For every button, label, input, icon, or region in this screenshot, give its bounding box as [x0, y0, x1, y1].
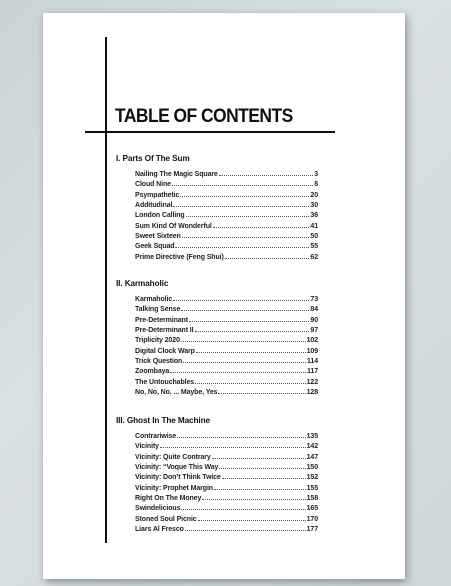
entry-page-number: 90 [310, 316, 318, 324]
entry-page-number: 3 [314, 171, 318, 178]
entry-page-number: 165 [306, 505, 318, 513]
section-heading: I. Parts Of The Sum [116, 154, 190, 163]
entry-title: Cloud Nine [135, 181, 171, 189]
entry-title: Zoombaya [135, 368, 170, 376]
entry-page-number: 73 [310, 296, 318, 303]
toc-section [116, 154, 326, 262]
toc-entry [135, 431, 318, 441]
horizontal-rule [85, 131, 335, 133]
dot-leader [186, 210, 310, 217]
entry-page-number: 122 [306, 378, 318, 386]
entry-page-number: 55 [310, 243, 318, 251]
toc-entry [135, 241, 318, 251]
entry-title: London Calling [135, 212, 185, 220]
toc-entry [135, 483, 318, 493]
book-page [43, 13, 405, 579]
entry-page-number: 109 [306, 347, 318, 355]
entry-title: Sweet Sixteen [135, 233, 181, 241]
section-entries [135, 431, 318, 534]
dot-leader [198, 514, 306, 521]
entry-title: Liars Al Fresco [135, 526, 184, 534]
dot-leader [222, 472, 306, 479]
toc-entry [135, 462, 318, 472]
toc-entry [135, 252, 318, 262]
section-entries [135, 294, 318, 397]
dot-leader [212, 452, 306, 459]
entry-title: Sum Kind Of Wonderful [135, 222, 212, 230]
toc-entry [135, 493, 318, 503]
entry-title: Vicinity: Don’t Think Twice [135, 474, 221, 482]
toc-entry [135, 335, 318, 345]
entry-title: Swindelicious [135, 505, 181, 513]
entry-page-number: 84 [310, 306, 318, 314]
entry-page-number: 97 [310, 327, 318, 335]
entry-title: Vicinity: Quite Contrary [135, 453, 211, 461]
entry-title: Additudinal [135, 202, 173, 210]
toc-entry [135, 514, 318, 524]
entry-page-number: 158 [306, 495, 318, 503]
toc-entry [135, 325, 318, 335]
entry-title: Vicinity: “Voque This Way [135, 464, 219, 472]
section-heading: II. Karmaholic [116, 279, 169, 288]
toc-entry [135, 294, 318, 304]
toc-entry [135, 387, 318, 397]
toc-entry [135, 366, 318, 376]
dot-leader [170, 366, 306, 373]
entry-page-number: 150 [306, 464, 318, 472]
dot-leader [195, 377, 306, 384]
entry-page-number: 177 [306, 526, 318, 534]
entry-title: Triplicity 2020 [135, 337, 180, 345]
entry-title: Pre-Determinant [135, 316, 188, 324]
toc-entry [135, 441, 318, 451]
toc-entry [135, 452, 318, 462]
dot-leader [160, 441, 306, 448]
dot-leader [181, 304, 309, 311]
entry-page-number: 155 [306, 484, 318, 492]
toc-section [116, 416, 326, 534]
toc-entry [135, 190, 318, 200]
toc-entry [135, 169, 318, 179]
entry-title: Stoned Soul Picnic [135, 515, 197, 523]
entry-page-number: 114 [307, 358, 318, 366]
toc-entry [135, 346, 318, 356]
entry-title: Digital Clock Warp [135, 347, 195, 355]
dot-leader [175, 241, 309, 248]
entry-page-number: 30 [310, 202, 318, 210]
toc-entry [135, 179, 318, 189]
dot-leader [182, 231, 310, 238]
dot-leader [189, 315, 309, 322]
entry-title: No, No, No, ... Maybe, Yes [135, 389, 218, 397]
entry-page-number: 135 [306, 433, 318, 440]
entry-page-number: 128 [306, 389, 318, 397]
entry-title: Trick Question [135, 358, 183, 366]
toc-entry [135, 377, 318, 387]
entry-page-number: 36 [310, 212, 318, 220]
entry-title: Vicinity [135, 443, 159, 451]
section-entries [135, 169, 318, 262]
dot-leader [218, 387, 305, 394]
entry-page-number: 20 [310, 191, 318, 199]
dot-leader [181, 335, 306, 342]
toc-entry [135, 210, 318, 220]
toc-entry [135, 356, 318, 366]
entry-page-number: 8 [314, 181, 318, 189]
toc-entry [135, 200, 318, 210]
dot-leader [195, 325, 310, 332]
dot-leader [225, 252, 310, 259]
entry-title: Right On The Money [135, 495, 202, 503]
toc-entry [135, 524, 318, 534]
page-title: TABLE OF CONTENTS [115, 106, 293, 127]
toc-entry [135, 503, 318, 513]
vertical-rule [105, 37, 107, 543]
entry-page-number: 62 [310, 253, 318, 261]
entry-page-number: 152 [306, 474, 318, 482]
entry-title: Pre-Determinant II [135, 327, 194, 335]
toc-entry [135, 315, 318, 325]
dot-leader [172, 179, 313, 186]
entry-title: Karmaholic [135, 296, 173, 303]
entry-title: The Untouchables [135, 378, 195, 386]
entry-title: Geek Squad [135, 243, 175, 251]
toc-entry [135, 304, 318, 314]
entry-title: Contrariwise [135, 433, 177, 440]
dot-leader [196, 346, 306, 353]
dot-leader [177, 431, 305, 438]
dot-leader [214, 483, 306, 490]
entry-page-number: 117 [307, 368, 318, 376]
dot-leader [202, 493, 305, 500]
toc-section [116, 279, 326, 397]
entry-page-number: 142 [306, 443, 318, 451]
dot-leader [213, 221, 310, 228]
entry-title: Talking Sense [135, 306, 181, 314]
toc-entry [135, 231, 318, 241]
toc-entry [135, 472, 318, 482]
dot-leader [173, 294, 309, 301]
section-heading: III. Ghost In The Machine [116, 416, 210, 425]
entry-page-number: 102 [306, 337, 318, 345]
toc-entry [135, 221, 318, 231]
dot-leader [181, 503, 305, 510]
dot-leader [183, 356, 306, 363]
entry-page-number: 41 [310, 222, 318, 230]
dot-leader [180, 190, 309, 197]
entry-title: Nailing The Magic Square [135, 171, 218, 178]
entry-page-number: 170 [306, 515, 318, 523]
dot-leader [173, 200, 309, 207]
entry-title: Prime Directive (Feng Shui) [135, 253, 224, 261]
entry-title: Psympathetic [135, 191, 180, 199]
dot-leader [219, 169, 313, 176]
entry-page-number: 147 [306, 453, 318, 461]
dot-leader [185, 524, 306, 531]
dot-leader [219, 462, 305, 469]
entry-title: Vicinity: Prophet Margin [135, 484, 213, 492]
entry-page-number: 50 [310, 233, 318, 241]
